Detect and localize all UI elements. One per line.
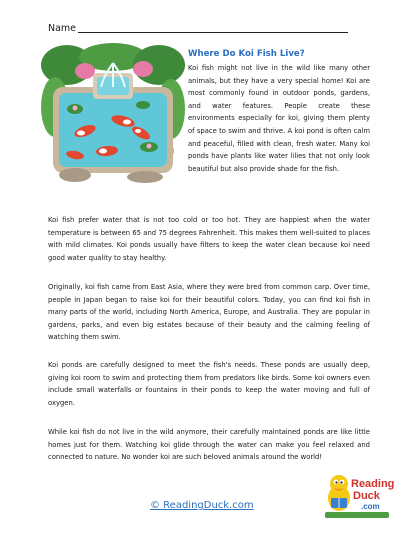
name-row <box>48 22 368 36</box>
name-line[interactable] <box>78 32 348 33</box>
paragraph-1 <box>48 62 370 184</box>
paragraph-4 <box>48 359 370 409</box>
readingduck-link[interactable]: © ReadingDuck.com <box>150 500 254 511</box>
logo-word-reading: Reading <box>351 478 395 490</box>
paragraph-5-text: While koi fish do not live in the wild anymore, their carefully maintained ponds are like little homes just for them. Watching koi glide through the water can make you feel relaxed and connected to nature. No wonder koi are such beloved animals around the world! <box>48 428 370 462</box>
illustration-spacer <box>48 62 188 184</box>
paragraph-2 <box>48 214 370 264</box>
paragraph-4-text: Koi ponds are carefully designed to meet the fish's needs. These ponds are usually deep, giving koi room to swim and protecting them from predators like birds. Some koi owners even include small waterfalls or fountains in their ponds to keep the water moving and full of oxygen. <box>48 361 370 407</box>
reading-duck-logo <box>325 468 395 520</box>
article-title: Where Do Koi Fish Live? <box>188 49 305 59</box>
paragraph-5 <box>48 426 370 464</box>
paragraph-2-text: Koi fish prefer water that is not too cold or too hot. They are happiest when the water temperature is between 65 and 75 degrees Fahrenheit. This makes them well-suited to places with mild climates. Koi ponds usually have filters to keep the water clean because koi need good water quality to stay healthy. <box>48 216 370 262</box>
paragraph-3-text: Originally, koi fish came from East Asia, where they were bred from common carp. Over time, people in Japan began to raise koi for their beautiful colors. Today, you can find koi fish in many parts of the world, including North America, Europe, and Australia. They are popular in gardens, parks, and even big estates because of their beauty and the calming feeling of watching them swim. <box>48 283 370 342</box>
logo-word-com: .com <box>361 502 380 511</box>
logo-word-duck: Duck <box>353 490 380 502</box>
name-label: Name <box>48 23 77 34</box>
paragraph-1-text: Koi fish might not live in the wild like many other animals, but they have a very special home! Koi are most commonly found in outdoor ponds, gardens, and water features. People create these environments especially for koi, giving them plenty of space to swim and thrive. A koi pond is often calm and peaceful, filled with clean, fresh water. Many koi ponds have plants like water lilies that not only look beautiful but also provide shade for the fish. <box>188 64 370 173</box>
paragraph-3 <box>48 281 370 344</box>
